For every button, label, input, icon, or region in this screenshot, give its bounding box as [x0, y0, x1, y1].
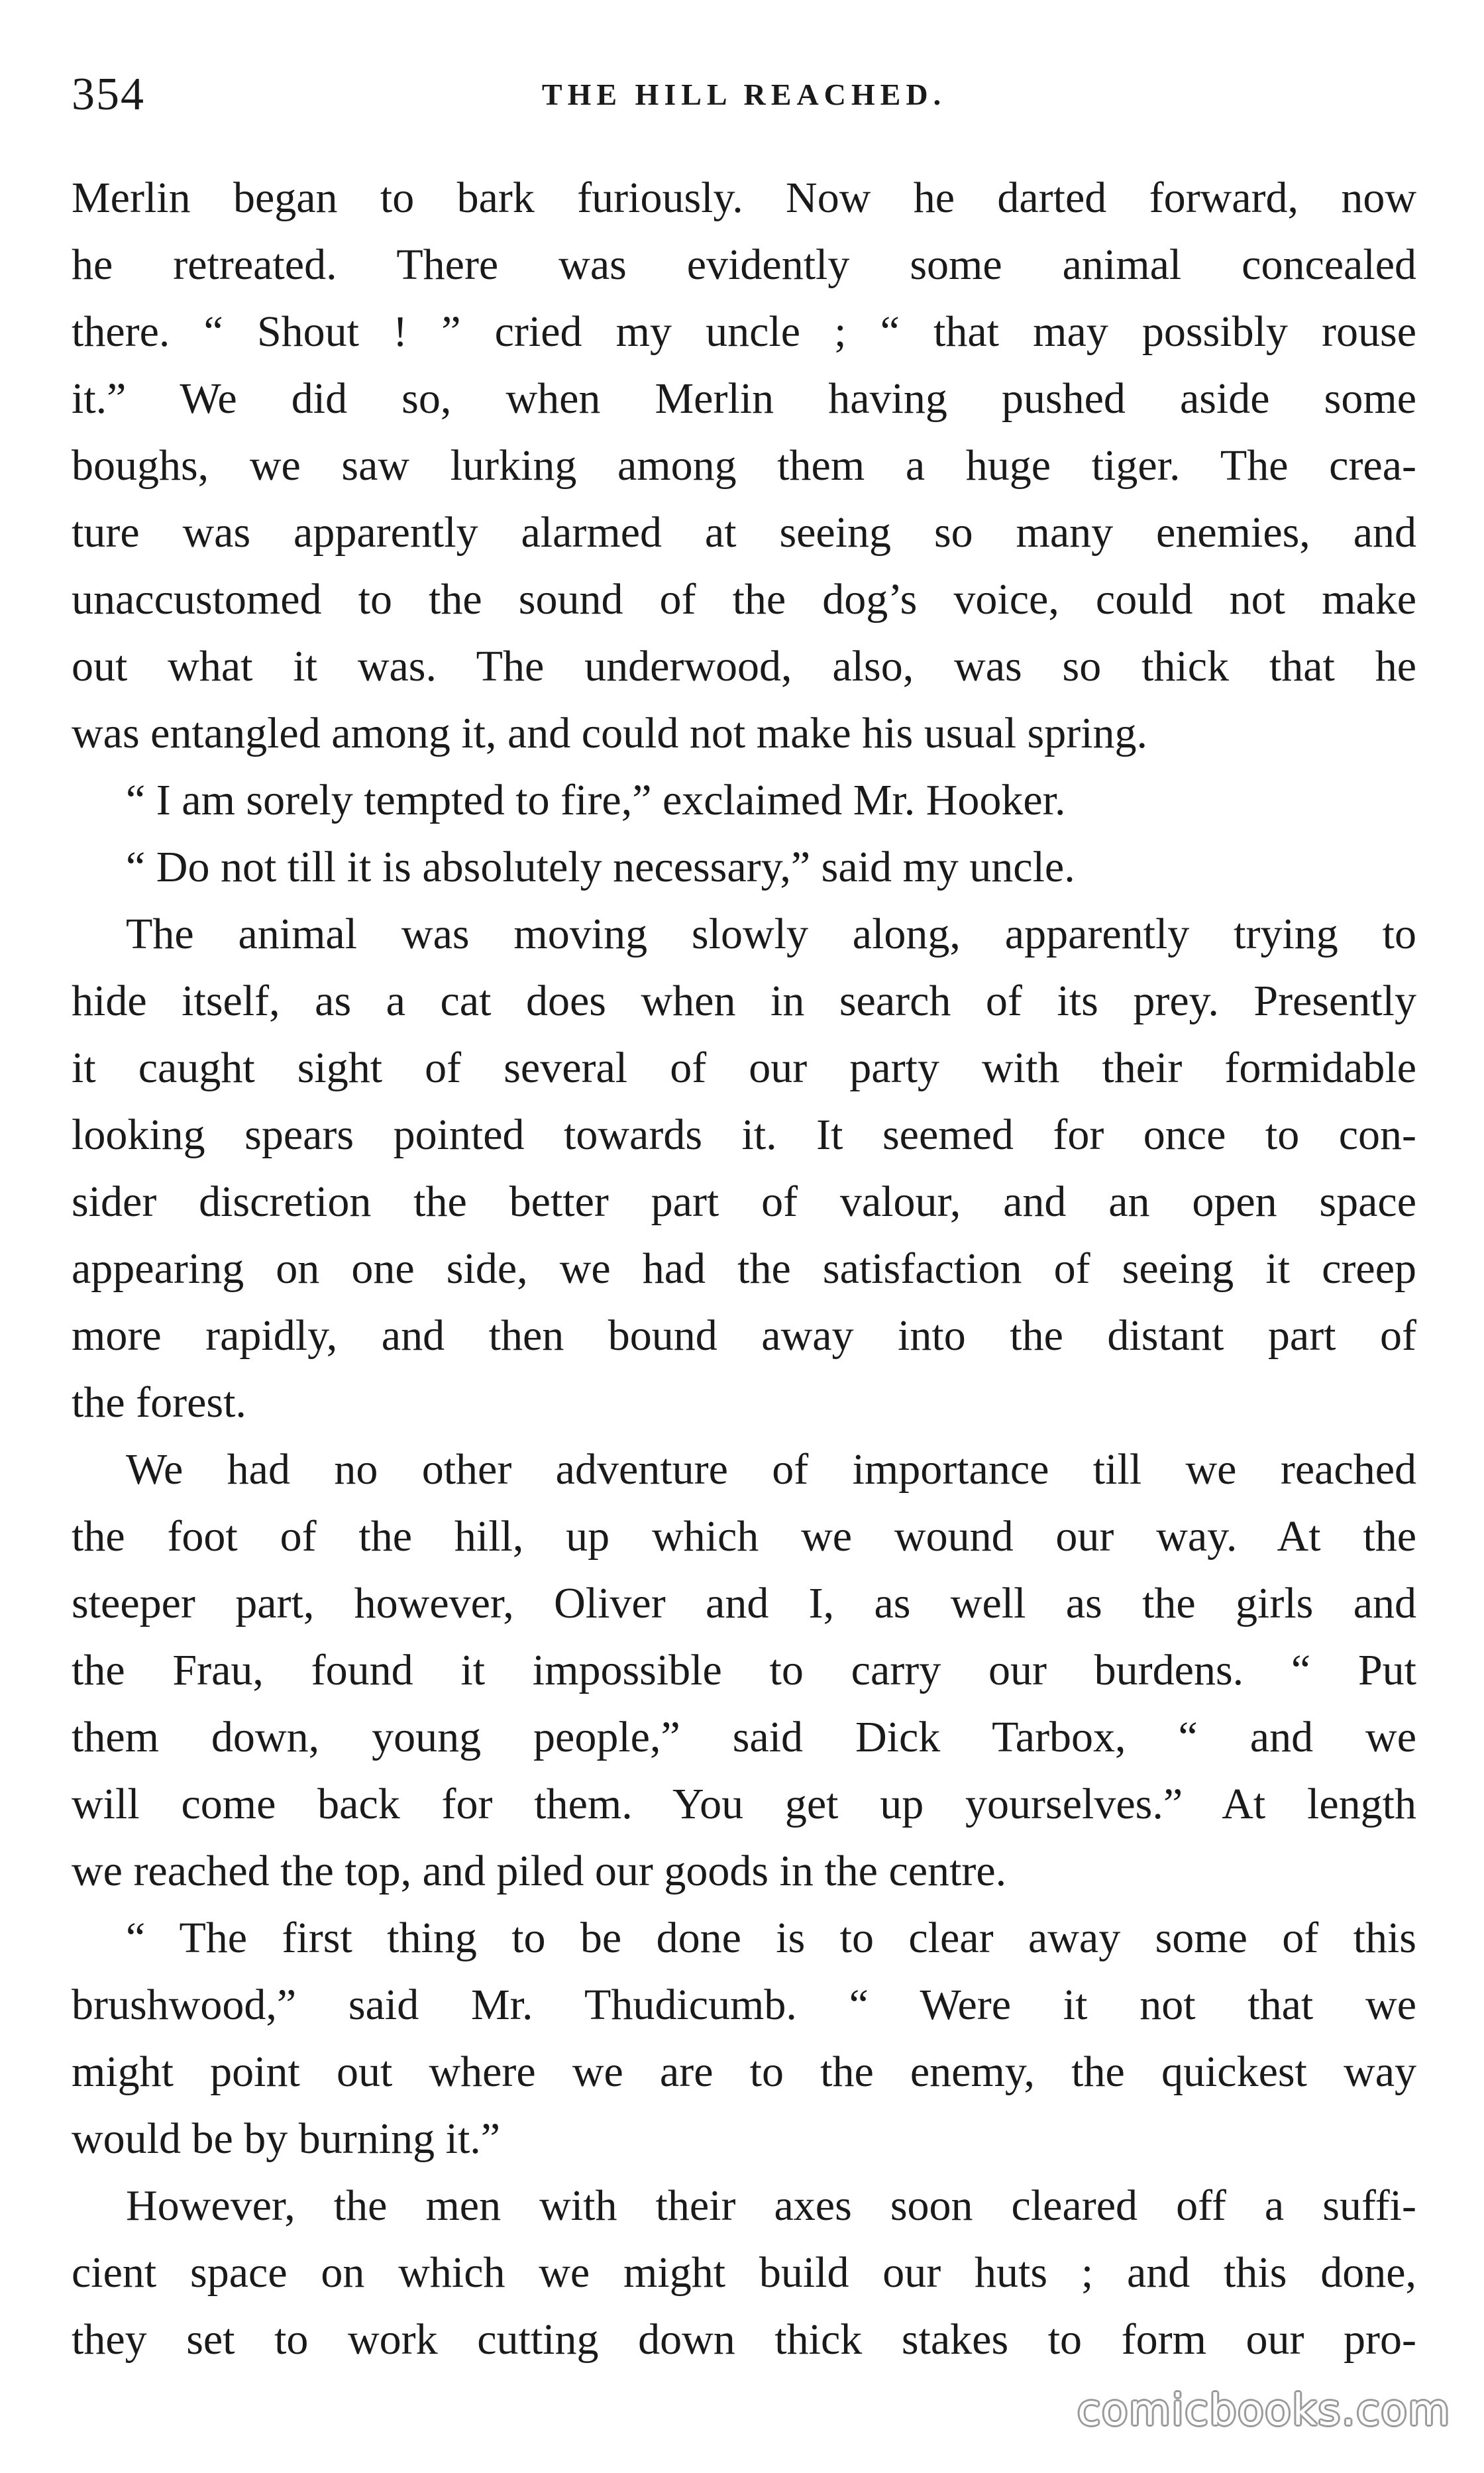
text-line: steeper part, however, Oliver and I, as well as the girls and [72, 1579, 1416, 1627]
text-line: might point out where we are to the enemy, the quickest way [72, 2048, 1416, 2096]
text-line: out what it was. The underwood, also, was so thick that he [72, 642, 1416, 690]
text-line: sider discretion the better part of valour, and an open space [72, 1178, 1416, 1226]
text-line: The animal was moving slowly along, apparently trying to [126, 910, 1416, 958]
page-number: 354 [72, 69, 145, 120]
text-line: brushwood,” said Mr. Thudicumb. “ Were it not that we [72, 1981, 1416, 2029]
text-line: Merlin began to bark furiously. Now he darted forward, now [72, 174, 1416, 222]
text-line: “ The first thing to be done is to clear away some of this [126, 1914, 1416, 1962]
text-line: more rapidly, and then bound away into the distant part of [72, 1311, 1416, 1360]
text-line: the forest. [72, 1378, 246, 1427]
text-line: we reached the top, and piled our goods in the centre. [72, 1847, 1007, 1895]
text-line: will come back for them. You get up yourselves.” At length [72, 1780, 1416, 1828]
text-line: However, the men with their axes soon cleared off a suffi- [126, 2181, 1416, 2230]
watermark: comicbooks.com [1077, 2386, 1451, 2435]
text-line: would be by burning it.” [72, 2115, 501, 2163]
running-head: THE HILL REACHED. [541, 78, 947, 111]
text-line: We had no other adventure of importance till we reached [126, 1445, 1416, 1494]
page-header [72, 58, 1416, 131]
text-line: looking spears pointed towards it. It seemed for once to con- [72, 1111, 1416, 1159]
text-line: ture was apparently alarmed at seeing so many enemies, and [72, 508, 1416, 557]
text-line: cient space on which we might build our huts ; and this done, [72, 2248, 1416, 2297]
text-line: they set to work cutting down thick stakes to form our pro- [72, 2315, 1416, 2364]
text-line: was entangled among it, and could not make his usual spring. [72, 709, 1148, 757]
text-line: he retreated. There was evidently some animal concealed [72, 241, 1416, 289]
text-line: “ I am sorely tempted to fire,” exclaimed Mr. Hooker. [126, 776, 1066, 824]
text-line: hide itself, as a cat does when in search of its prey. Presently [72, 977, 1416, 1025]
text-line: “ Do not till it is absolutely necessary,” said my uncle. [126, 843, 1075, 891]
text-line: appearing on one side, we had the satisfaction of seeing it creep [72, 1244, 1416, 1293]
text-line: there. “ Shout ! ” cried my uncle ; “ that may possibly rouse [72, 307, 1416, 356]
text-line: unaccustomed to the sound of the dog’s voice, could not make [72, 575, 1416, 624]
text-line: it.” We did so, when Merlin having pushed aside some [72, 374, 1416, 423]
text-line: it caught sight of several of our party with their formidable [72, 1044, 1416, 1092]
text-line: them down, young people,” said Dick Tarbox, “ and we [72, 1713, 1416, 1761]
text-line: the Frau, found it impossible to carry our burdens. “ Put [72, 1646, 1416, 1694]
text-line: the foot of the hill, up which we wound our way. At the [72, 1512, 1416, 1561]
body-text [72, 164, 1416, 2373]
text-line: boughs, we saw lurking among them a huge tiger. The crea- [72, 441, 1416, 490]
